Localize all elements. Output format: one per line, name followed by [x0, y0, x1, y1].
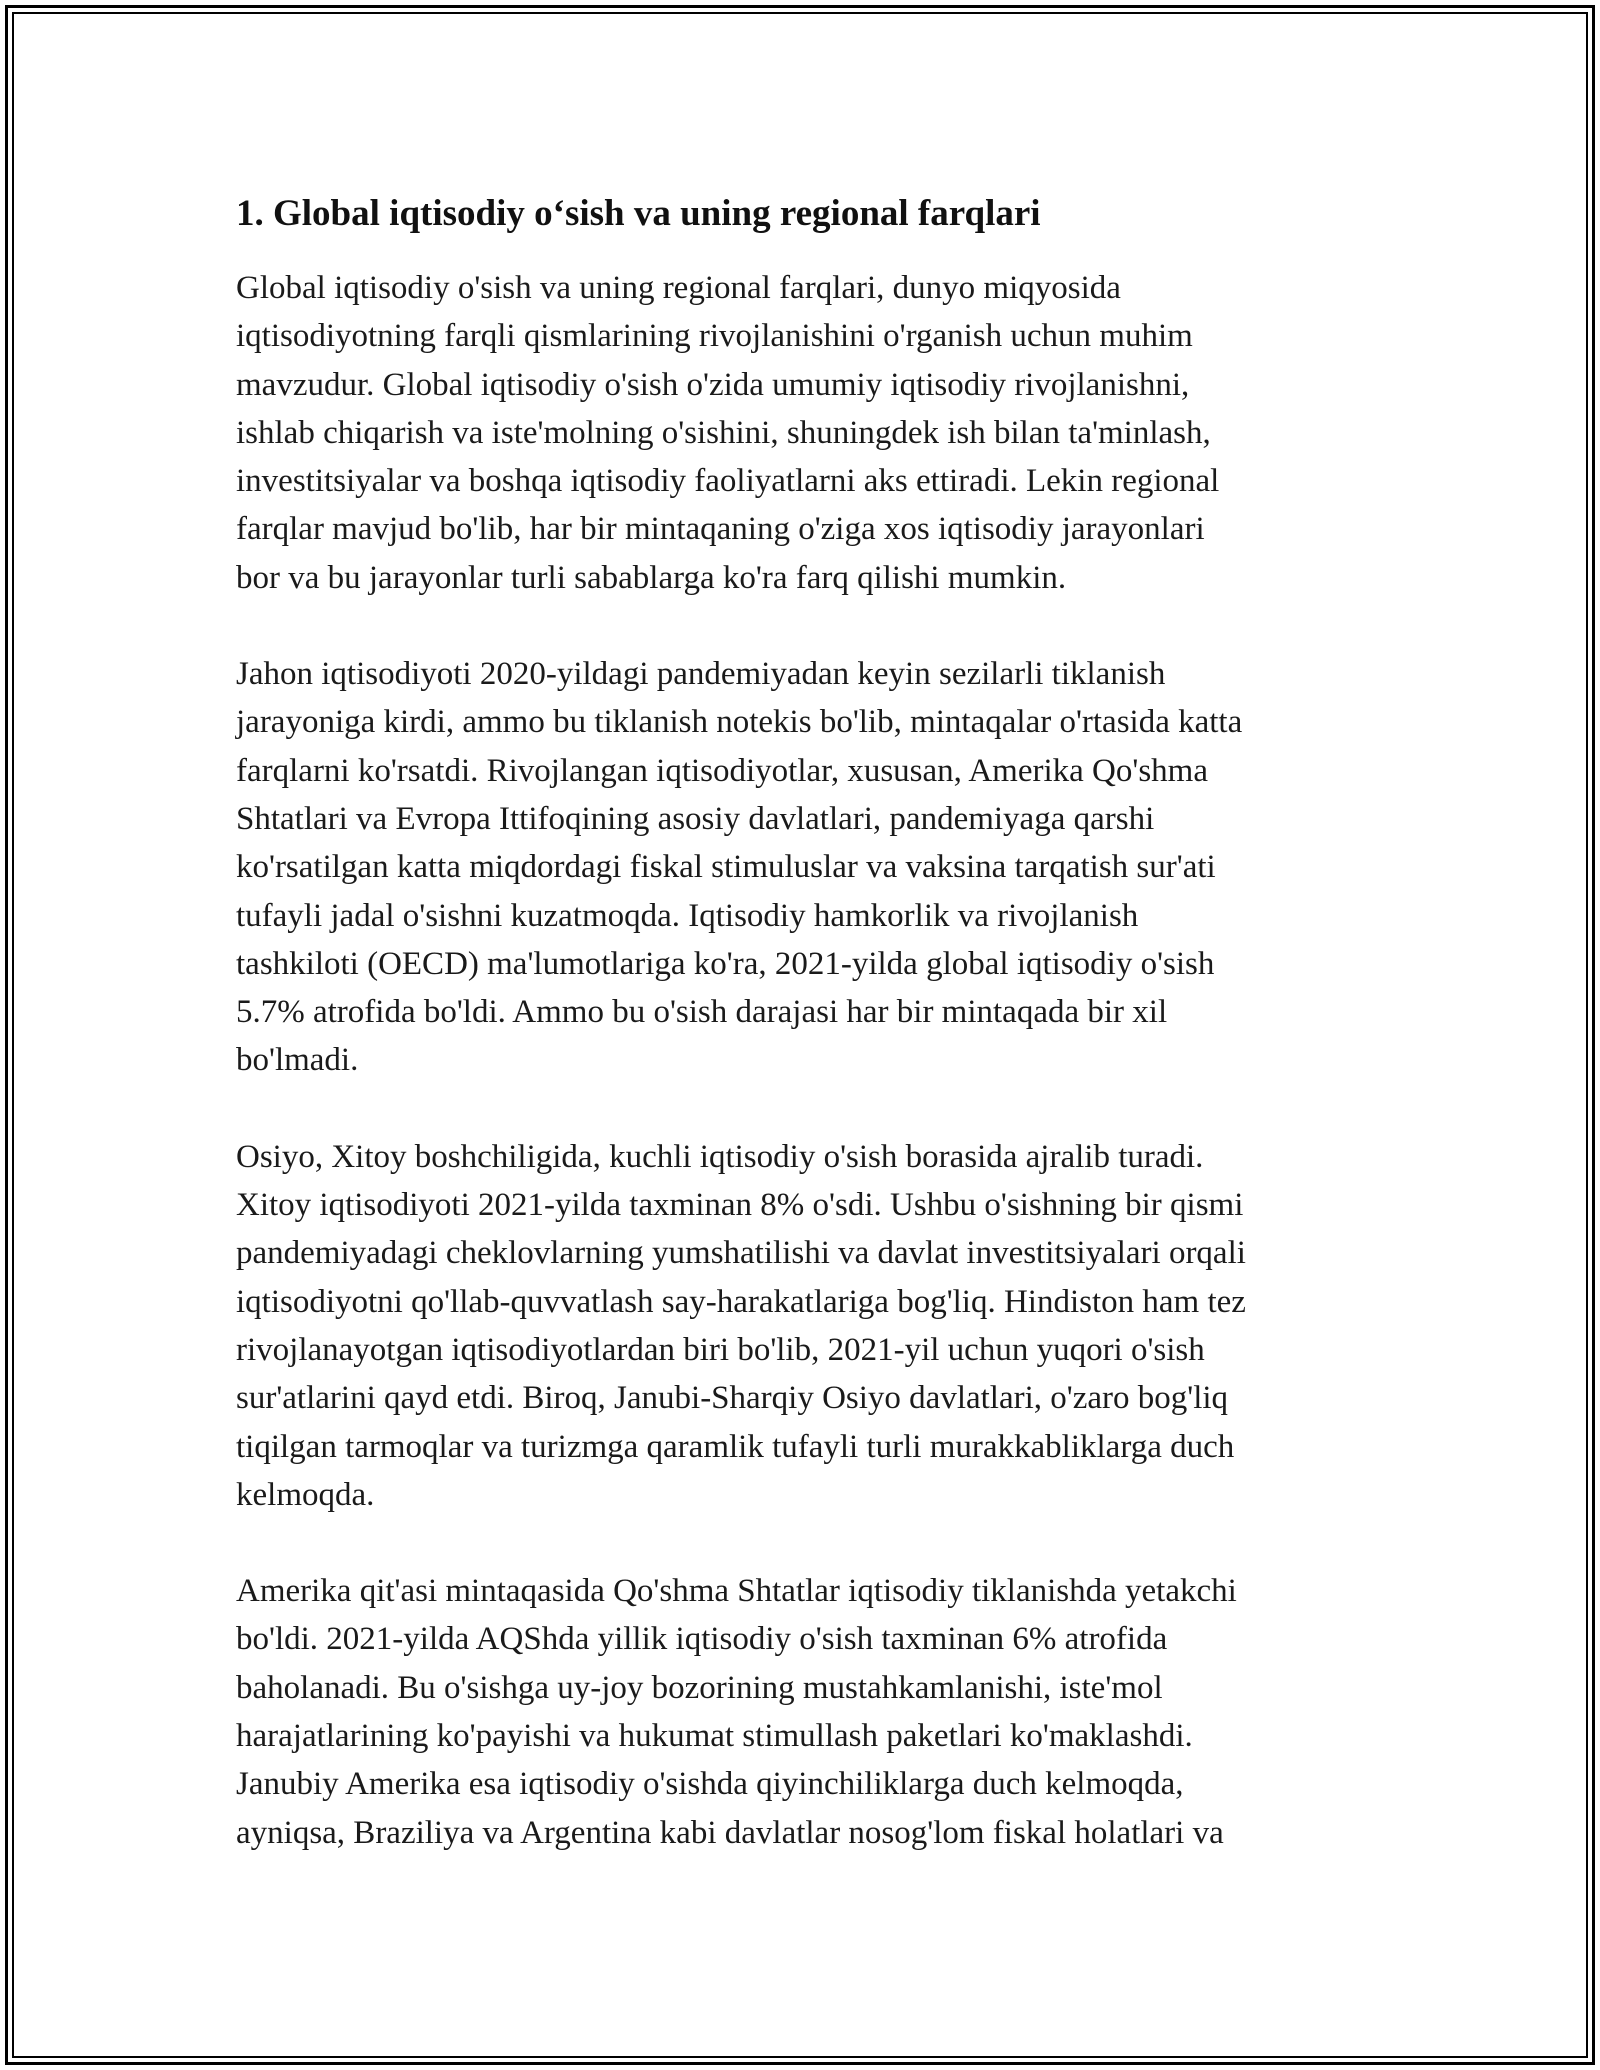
paragraph-line: Global iqtisodiy o'sish va uning regional farqlari, dunyo miqyosida	[236, 270, 1121, 306]
paragraph-line: Amerika qit'asi mintaqasida Qo'shma Shtatlar iqtisodiy tiklanishda yetakchi	[236, 1573, 1237, 1610]
paragraph-line: ko'rsatilgan katta miqdordagi fiskal stimuluslar va vaksina tarqatish sur'ati	[236, 849, 1216, 886]
document-body	[236, 188, 1376, 1857]
paragraph-line: rivojlanayotgan iqtisodiyotlardan biri bo'lib, 2021-yil uchun yuqori o'sish	[236, 1331, 1205, 1368]
paragraph-line: Jahon iqtisodiyoti 2020-yildagi pandemiyadan keyin sezilarli tiklanish	[236, 656, 1166, 693]
paragraph-line: investitsiyalar va boshqa iqtisodiy faoliyatlarni aks ettiradi. Lekin regional	[236, 463, 1220, 500]
paragraph-line: Janubiy Amerika esa iqtisodiy o'sishda qiyinchiliklarga duch kelmoqda,	[236, 1766, 1184, 1803]
paragraph-line: tiqilgan tarmoqlar va turizmga qaramlik tufayli turli murakkabliklarga duch	[236, 1428, 1235, 1465]
paragraph-line: sur'atlarini qayd etdi. Biroq, Janubi-Sharqiy Osiyo davlatlari, o'zaro bog'liq	[236, 1380, 1229, 1417]
paragraph-line: ishlab chiqarish va iste'molning o'sishini, shuningdek ish bilan ta'minlash,	[236, 414, 1211, 451]
paragraph-line: iqtisodiyotning farqli qismlarining rivojlanishini o'rganish uchun muhim	[236, 318, 1193, 355]
paragraph-line: bor va bu jarayonlar turli sabablarga ko'ra farq qilishi mumkin.	[236, 559, 1067, 596]
paragraph-line: bo'lmadi.	[236, 1042, 359, 1079]
paragraph-line: harajatlarining ko'payishi va hukumat stimullash paketlari ko'maklashdi.	[236, 1718, 1193, 1755]
paragraph-line: baholanadi. Bu o'sishga uy-joy bozorining mustahkamlanishi, iste'mol	[236, 1669, 1163, 1706]
paragraph-1	[236, 264, 1376, 602]
paragraph-line: farqlar mavjud bo'lib, har bir mintaqaning o'ziga xos iqtisodiy jarayonlari	[236, 511, 1205, 548]
paragraph-line: ayniqsa, Braziliya va Argentina kabi davlatlar nosog'lom fiskal holatlari va	[236, 1814, 1224, 1851]
paragraph-line: bo'ldi. 2021-yilda AQShda yillik iqtisodiy o'sish taxminan 6% atrofida	[236, 1621, 1168, 1658]
paragraph-line: tashkiloti (OECD) ma'lumotlariga ko'ra, 2021-yilda global iqtisodiy o'sish	[236, 945, 1215, 982]
paragraph-line: Osiyo, Xitoy boshchiligida, kuchli iqtisodiy o'sish borasida ajralib turadi.	[236, 1138, 1204, 1175]
paragraph-3	[236, 1133, 1376, 1519]
paragraph-2	[236, 650, 1376, 1085]
paragraph-line: farqlarni ko'rsatdi. Rivojlangan iqtisodiyotlar, xususan, Amerika Qo'shma	[236, 752, 1208, 789]
paragraph-line: jarayoniga kirdi, ammo bu tiklanish notekis bo'lib, mintaqalar o'rtasida katta	[236, 704, 1243, 741]
paragraph-line: mavzudur. Global iqtisodiy o'sish o'zida umumiy iqtisodiy rivojlanishni,	[236, 366, 1190, 403]
paragraph-line: tufayli jadal o'sishni kuzatmoqda. Iqtisodiy hamkorlik va rivojlanish	[236, 897, 1139, 934]
paragraph-line: kelmoqda.	[236, 1476, 375, 1513]
paragraph-line: pandemiyadagi cheklovlarning yumshatilishi va davlat investitsiyalari orqali	[236, 1235, 1246, 1272]
paragraph-line: Shtatlari va Evropa Ittifoqining asosiy davlatlari, pandemiyaga qarshi	[236, 800, 1155, 837]
paragraph-line: iqtisodiyotni qo'llab-quvvatlash say-harakatlariga bog'liq. Hindiston ham tez	[236, 1283, 1246, 1320]
paragraph-line: 5.7% atrofida bo'ldi. Ammo bu o'sish darajasi har bir mintaqada bir xil	[236, 994, 1168, 1031]
paragraph-line: Xitoy iqtisodiyoti 2021-yilda taxminan 8% o'sdi. Ushbu o'sishning bir qismi	[236, 1187, 1244, 1224]
paragraph-4	[236, 1567, 1376, 1857]
section-heading: 1. Global iqtisodiy o‘sish va uning regional farqlari	[236, 193, 1041, 234]
